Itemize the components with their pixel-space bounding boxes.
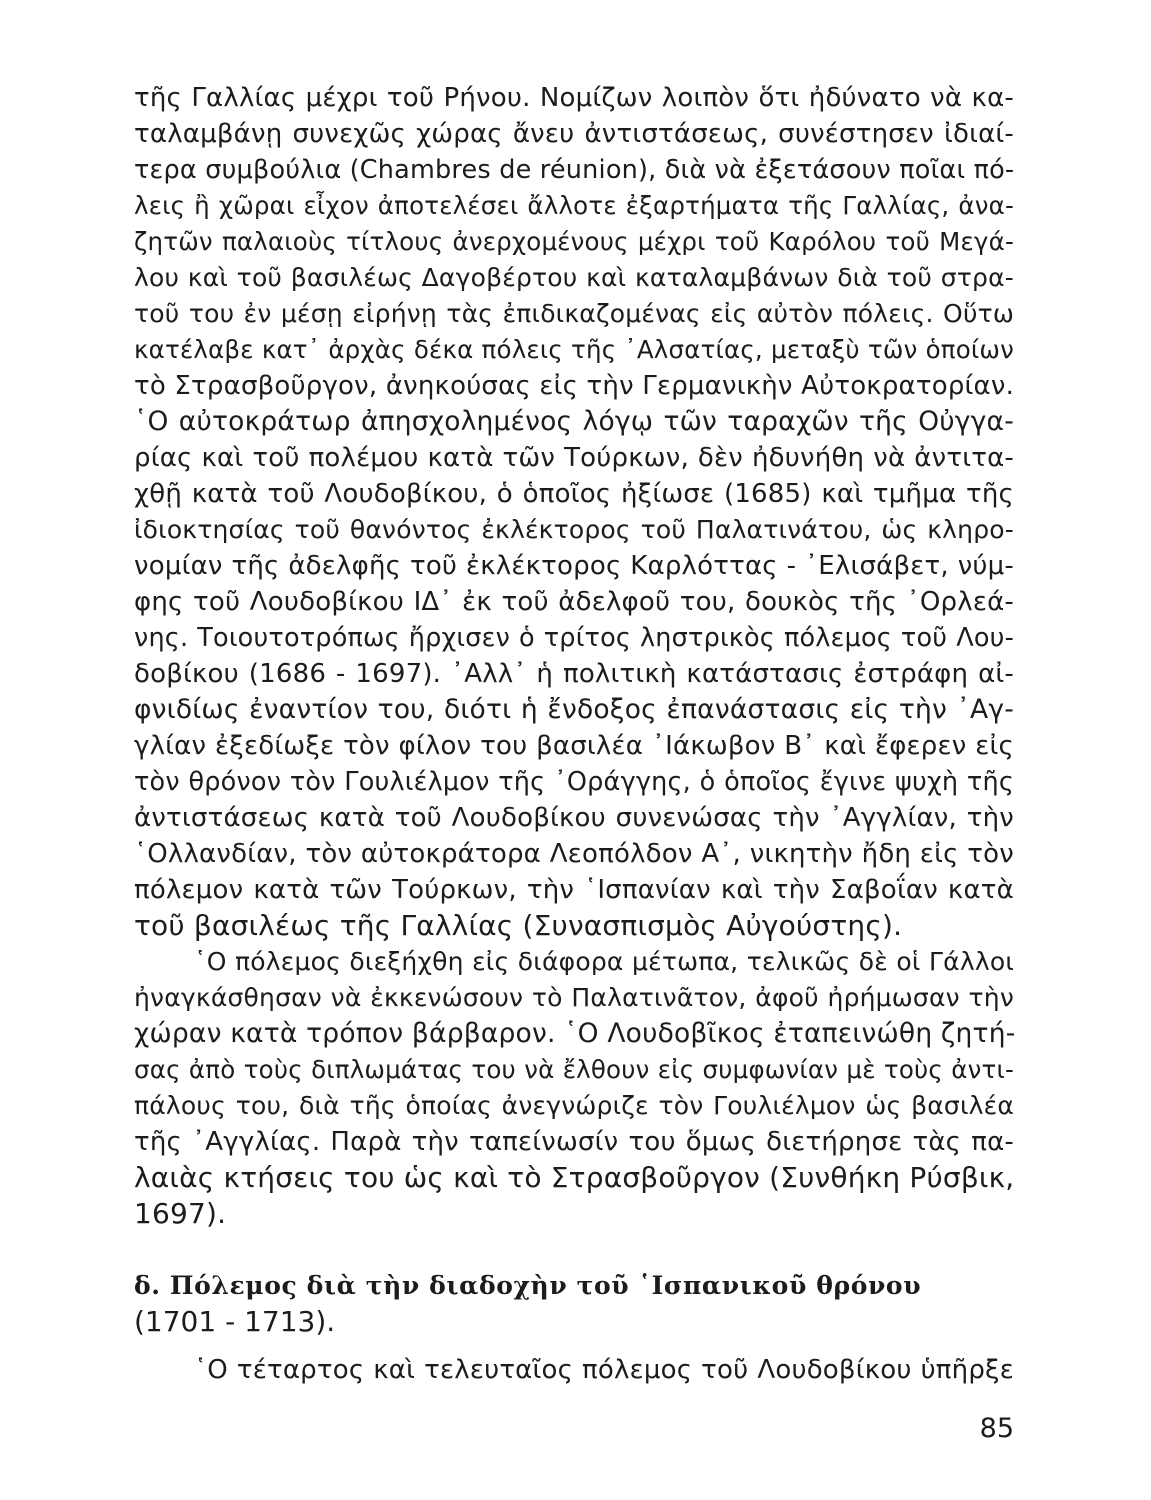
text-line: φνιδίως ἐναντίον του, διότι ἡ ἔνδοξος ἐπανάστασις εἰς τὴν ᾽Αγ- bbox=[134, 694, 1014, 725]
section-heading bbox=[134, 1268, 1014, 1340]
paragraph-1 bbox=[134, 80, 1014, 944]
section-title: δ. Πόλεμος διὰ τὴν διαδοχὴν τοῦ ῾Ισπανικοῦ θρόνου bbox=[134, 1271, 922, 1300]
text-line: χθῇ κατὰ τοῦ Λουδοβίκου, ὁ ὁποῖος ἠξίωσε (1685) καὶ τμῆμα τῆς bbox=[134, 479, 1014, 509]
text-line: ἠναγκάσθησαν νὰ ἐκκενώσουν τὸ Παλατινᾶτον, ἀφοῦ ἠρήμωσαν τὴν bbox=[134, 983, 1014, 1012]
text-line: τὸ Στρασβοῦργον, ἀνηκούσας εἰς τὴν Γερμανικὴν Αὐτοκρατορίαν. bbox=[134, 371, 1015, 401]
text-line: ῾Ο πόλεμος διεξήχθη εἰς διάφορα μέτωπα, τελικῶς δὲ οἱ Γάλλοι bbox=[194, 947, 1014, 976]
text-line: ἀντιστάσεως κατὰ τοῦ Λουδοβίκου συνενώσας τὴν ᾽Αγγλίαν, τὴν bbox=[134, 803, 1014, 833]
text-line: δοβίκου (1686 - 1697). ᾽Αλλ᾽ ἡ πολιτικὴ κατάστασις ἐστράφη αἰ- bbox=[134, 659, 1014, 689]
text-line: ῾Ο αὐτοκράτωρ ἀπησχολημένος λόγῳ τῶν ταραχῶν τῆς Οὐγγα- bbox=[134, 406, 1014, 437]
text-line: φης τοῦ Λουδοβίκου ΙΔ᾽ ἐκ τοῦ ἀδελφοῦ του, δουκὸς τῆς ᾽Ορλεά- bbox=[134, 587, 1014, 617]
text-line: κατέλαβε κατ᾽ ἀρχὰς δέκα πόλεις τῆς ᾽Αλσατίας, μεταξὺ τῶν ὁποίων bbox=[134, 335, 1014, 364]
text-line: 1697). bbox=[134, 1197, 227, 1230]
text-line: τῆς Γαλλίας μέχρι τοῦ Ρήνου. Νομίζων λοιπὸν ὅτι ἠδύνατο νὰ κα- bbox=[134, 83, 1014, 113]
text-line: νομίαν τῆς ἀδελφῆς τοῦ ἐκλέκτορος Καρλόττας - ᾽Ελισάβετ, νύμ- bbox=[134, 551, 1014, 581]
text-line: ἰδιοκτησίας τοῦ θανόντος ἐκλέκτορος τοῦ Παλατινάτου, ὡς κληρο- bbox=[134, 515, 1014, 544]
text-line: τοῦ βασιλέως τῆς Γαλλίας (Συνασπισμὸς Αὐγούστης). bbox=[134, 909, 903, 942]
text-line: πόλεμον κατὰ τῶν Τούρκων, τὴν ῾Ισπανίαν καὶ τὴν Σαβοΐαν κατὰ bbox=[134, 875, 1014, 905]
page-number: 85 bbox=[979, 1413, 1014, 1444]
text-line: νης. Τοιουτοτρόπως ἤρχισεν ὁ τρίτος ληστρικὸς πόλεμος τοῦ Λου- bbox=[134, 623, 1014, 653]
text-line: ρίας καὶ τοῦ πολέμου κατὰ τῶν Τούρκων, δὲν ἠδυνήθη νὰ ἀντιτα- bbox=[134, 443, 1014, 473]
paragraph-2 bbox=[134, 944, 1014, 1232]
paragraph-3 bbox=[134, 1352, 1014, 1388]
text-line: τερα συμβούλια (Chambres de réunion), διὰ νὰ ἐξετάσουν ποῖαι πό- bbox=[134, 155, 1015, 185]
text-line: τοῦ του ἐν μέσῃ εἰρήνῃ τὰς ἐπιδικαζομένας εἰς αὐτὸν πόλεις. Οὕτω bbox=[134, 299, 1014, 328]
text-line: σας ἀπὸ τοὺς διπλωμάτας του νὰ ἔλθουν εἰς συμφωνίαν μὲ τοὺς ἀντι- bbox=[134, 1055, 1014, 1084]
text-line: πάλους του, διὰ τῆς ὁποίας ἀνεγνώριζε τὸν Γουλιέλμον ὡς βασιλέα bbox=[134, 1091, 1014, 1120]
text-line: λου καὶ τοῦ βασιλέως Δαγοβέρτου καὶ καταλαμβάνων διὰ τοῦ στρα- bbox=[134, 263, 1014, 292]
text-line: ταλαμβάνῃ συνεχῶς χώρας ἄνευ ἀντιστάσεως, συνέστησεν ἰδιαί- bbox=[134, 119, 1014, 149]
text-line: τῆς ᾽Αγγλίας. Παρὰ τὴν ταπείνωσίν του ὅμως διετήρησε τὰς πα- bbox=[134, 1127, 1014, 1157]
text-line: λεις ἢ χῶραι εἶχον ἀποτελέσει ἄλλοτε ἐξαρτήματα τῆς Γαλλίας, ἀνα- bbox=[134, 191, 1014, 220]
text-line: ῾Ο τέταρτος καὶ τελευταῖος πόλεμος τοῦ Λουδοβίκου ὑπῆρξε bbox=[194, 1355, 1014, 1385]
section-years: (1701 - 1713). bbox=[134, 1305, 336, 1338]
text-line: τὸν θρόνον τὸν Γουλιέλμον τῆς ᾽Οράγγης, ὁ ὁποῖος ἔγινε ψυχὴ τῆς bbox=[134, 767, 1014, 797]
text-line: λαιὰς κτήσεις του ὡς καὶ τὸ Στρασβοῦργον (Συνθήκη Ρύσβικ, bbox=[134, 1161, 1015, 1194]
text-line: χώραν κατὰ τρόπον βάρβαρον. ῾Ο Λουδοβῖκος ἐταπεινώθη ζητή- bbox=[134, 1018, 1016, 1049]
text-line: γλίαν ἐξεδίωξε τὸν φίλον του βασιλέα ᾽Ιάκωβον Β᾽ καὶ ἔφερεν εἰς bbox=[134, 731, 1014, 761]
text-line: ῾Ολλανδίαν, τὸν αὐτοκράτορα Λεοπόλδον Α᾽, νικητὴν ἤδη εἰς τὸν bbox=[134, 839, 1014, 869]
text-line: ζητῶν παλαιοὺς τίτλους ἀνερχομένους μέχρι τοῦ Καρόλου τοῦ Μεγά- bbox=[134, 227, 1014, 256]
